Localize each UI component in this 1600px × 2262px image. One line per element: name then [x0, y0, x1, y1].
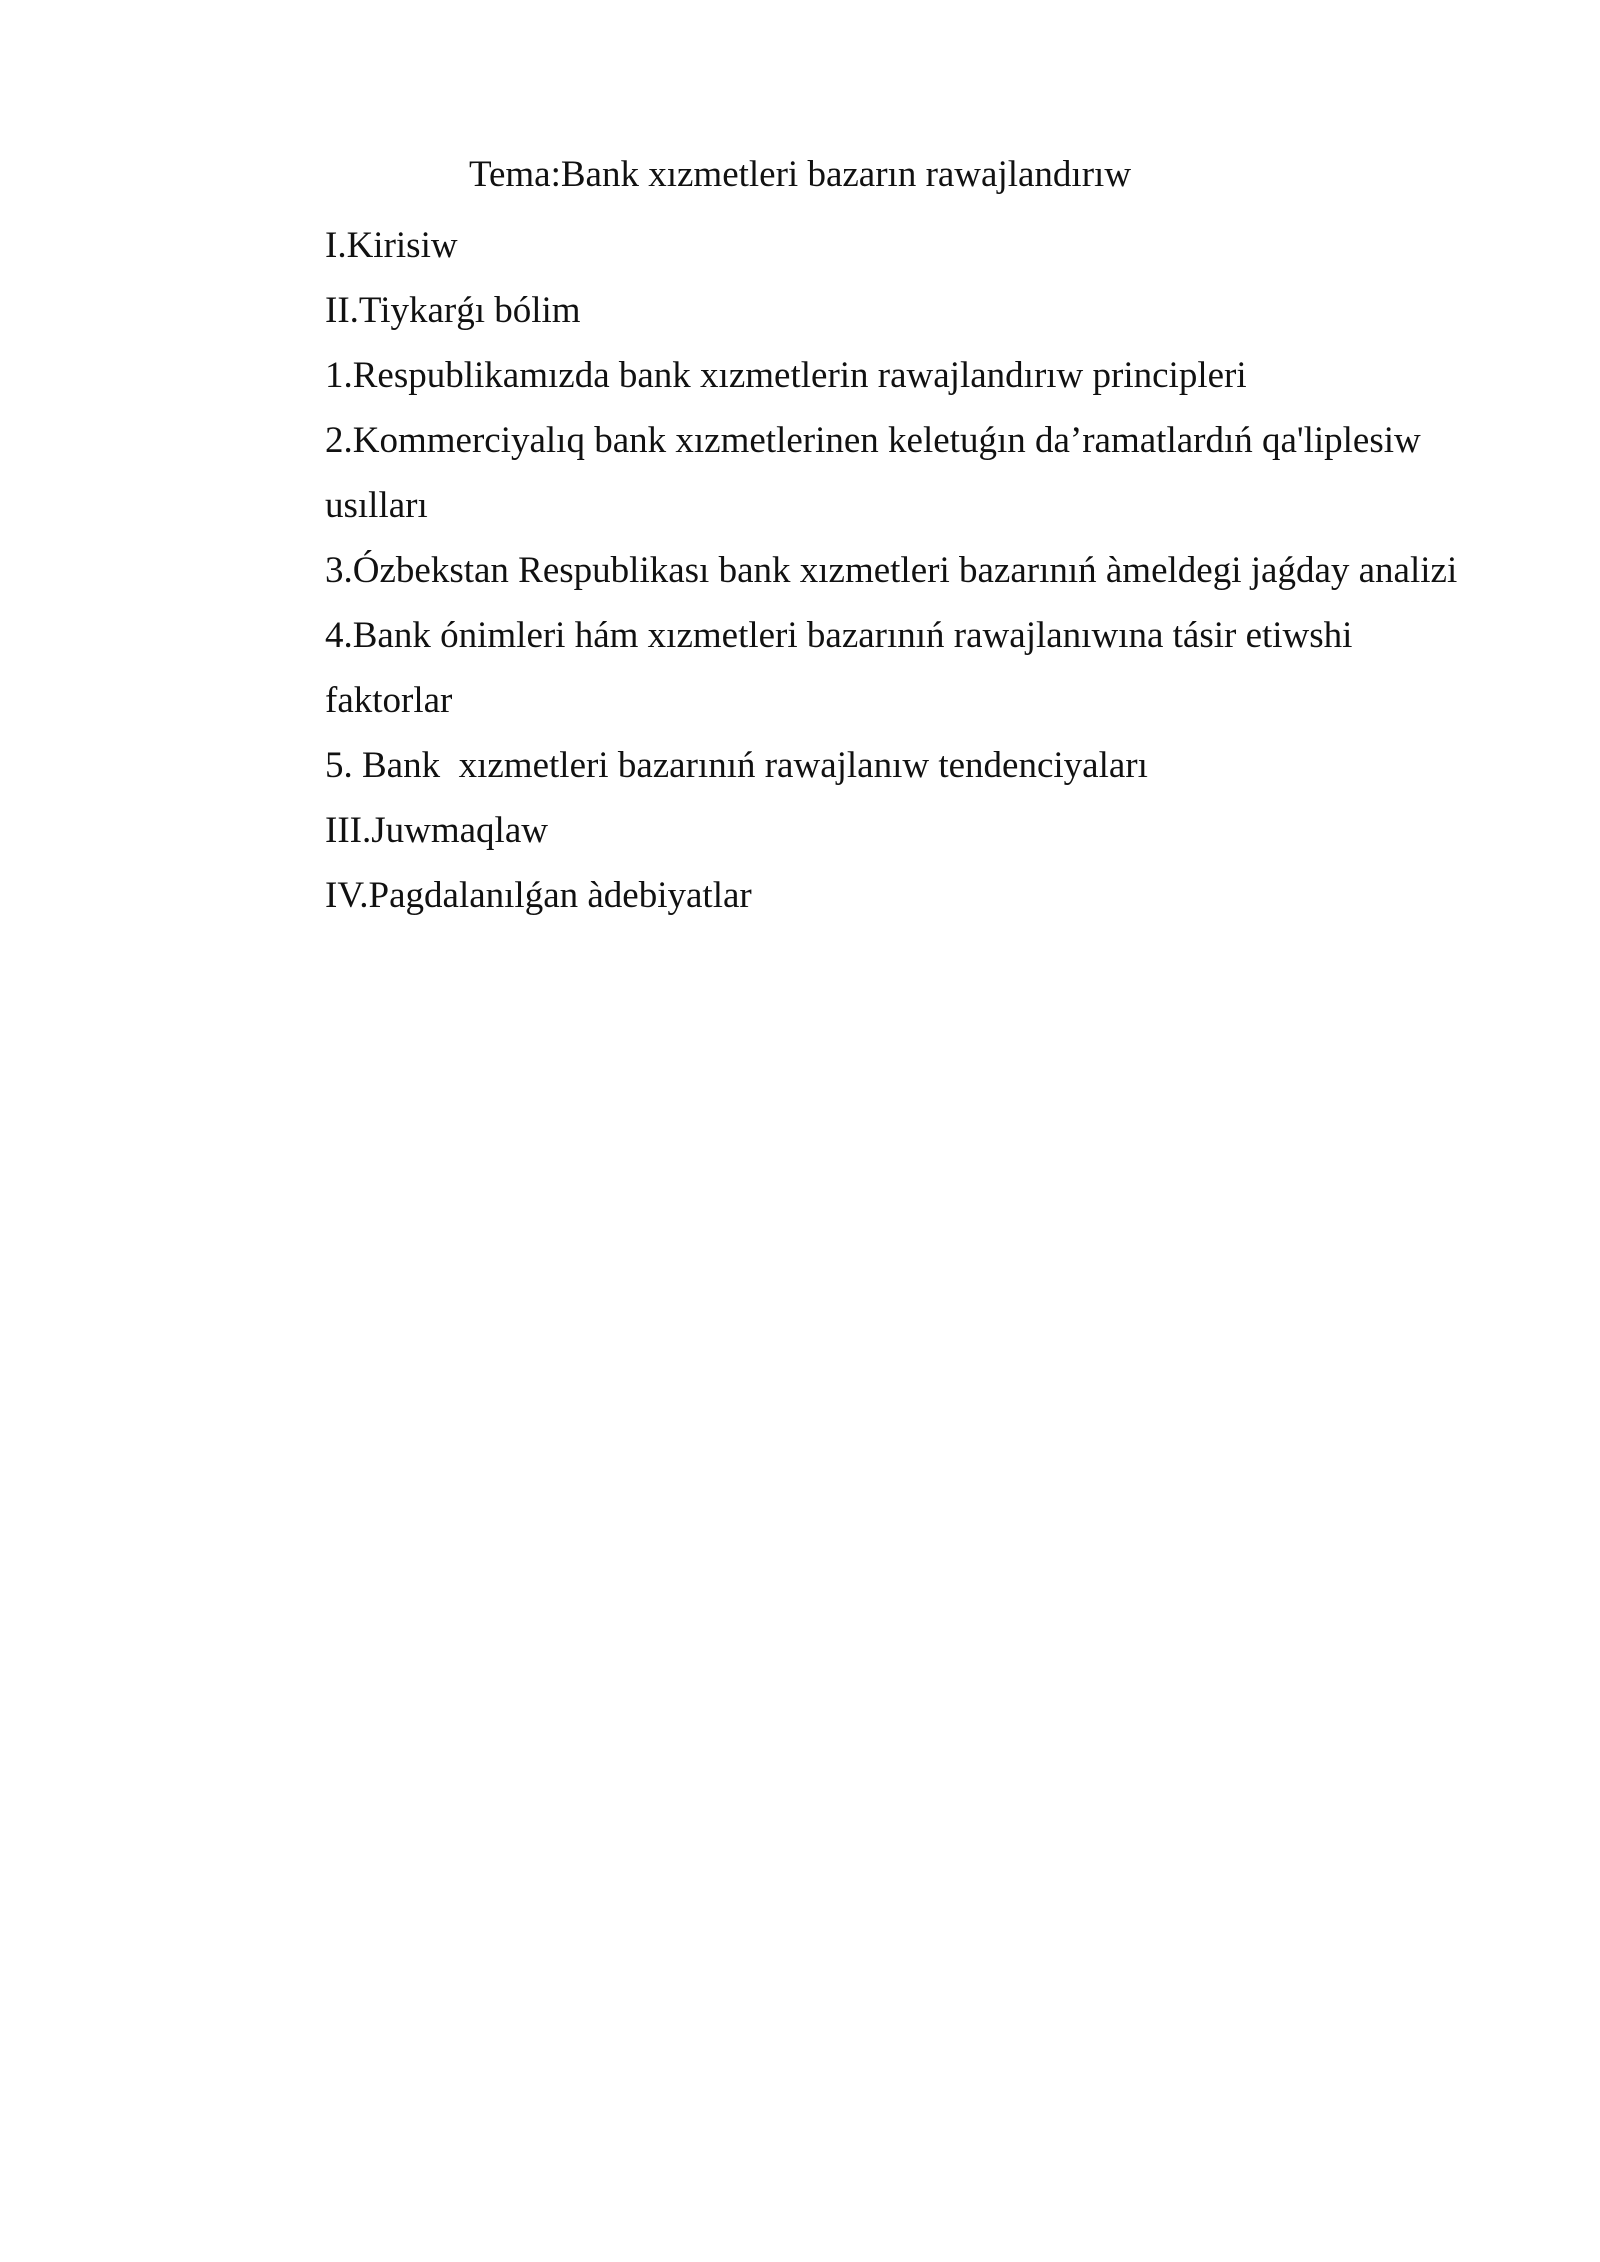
toc-line: 1.Respublikamızda bank xızmetlerin rawajlandırıw principleri	[325, 355, 1247, 396]
table-of-contents	[325, 213, 1565, 928]
toc-line: IV.Pagdalanılǵan àdebiyatlar	[325, 875, 752, 916]
document-title: Tema:Bank xızmetleri bazarın rawajlandırıw	[468, 154, 1132, 195]
toc-line: I.Kirisiw	[325, 225, 458, 266]
toc-line: 4.Bank ónimleri hám xızmetleri bazarınıń rawajlanıwına tásir etiwshi	[325, 615, 1353, 656]
toc-line: faktorlar	[325, 680, 453, 721]
toc-line: III.Juwmaqlaw	[325, 810, 548, 851]
toc-line: 3.Ózbekstan Respublikası bank xızmetleri bazarınıń àmeldegi jaǵday analizi	[325, 550, 1458, 591]
toc-line: 5. Bank xızmetleri bazarınıń rawajlanıw tendenciyaları	[325, 745, 1148, 786]
toc-line: 2.Kommerciyalıq bank xızmetlerinen keletuǵın da’ramatlardıń qa'liplesiw	[325, 420, 1421, 461]
toc-line: II.Tiykarǵı bólim	[325, 290, 581, 331]
toc-line: usılları	[325, 485, 428, 526]
